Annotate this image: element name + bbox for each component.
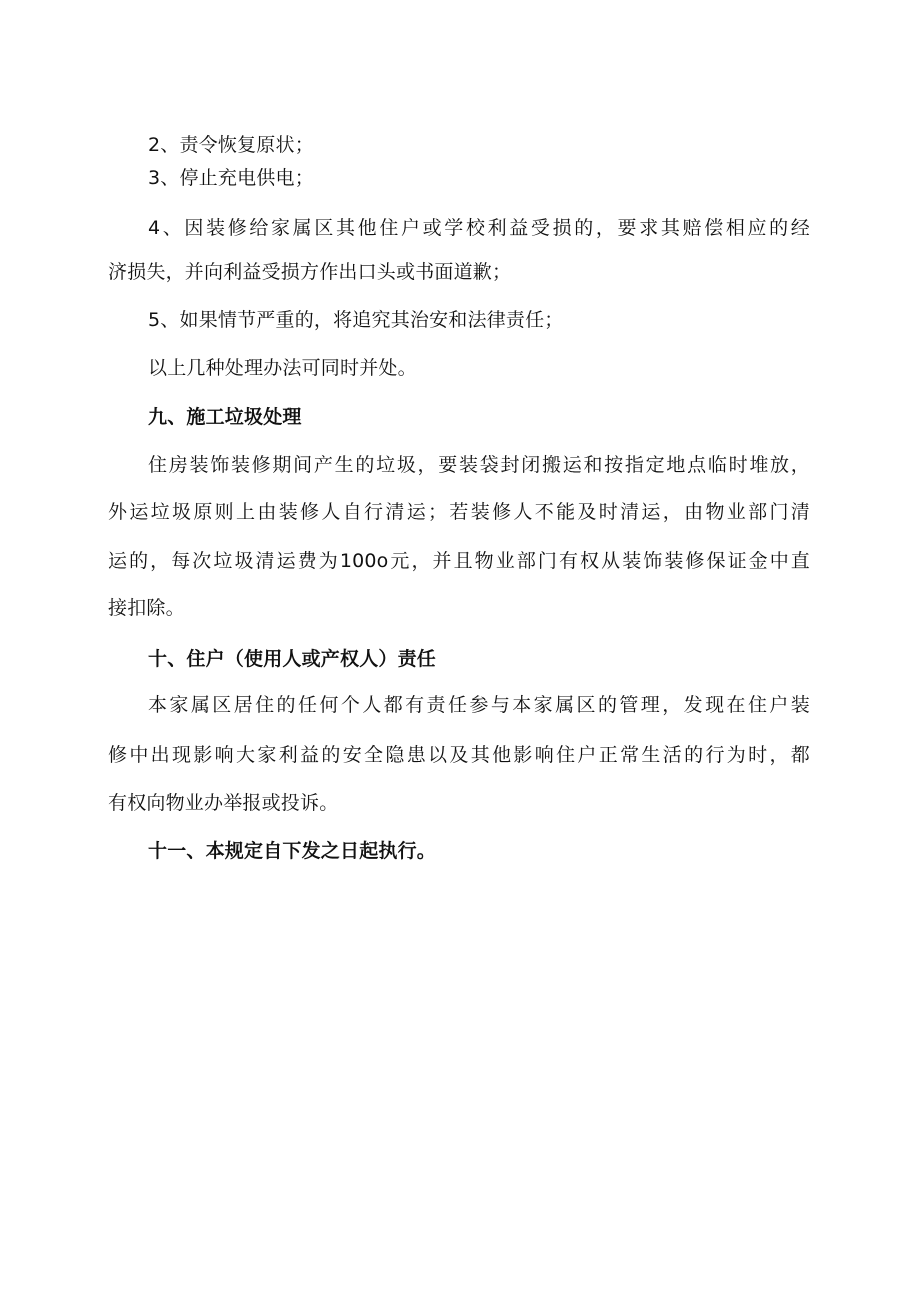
section-10-paragraph-line-2: 修中出现影响大家利益的安全隐患以及其他影响住户正常生活的行为时，都: [108, 744, 810, 766]
list-item-4-line-1: 4、因装修给家属区其他住户或学校利益受损的，要求其赔偿相应的经: [148, 217, 810, 239]
section-heading-9: 九、施工垃圾处理: [148, 406, 302, 428]
list-item-5: 5、如果情节严重的，将追究其治安和法律责任；: [148, 309, 564, 331]
summary-paragraph: 以上几种处理办法可同时并处。: [148, 357, 417, 379]
list-item-4-line-2: 济损失，并向利益受损方作出口头或书面道歉；: [108, 261, 512, 283]
section-9-paragraph-line-3: 运的，每次垃圾清运费为100o元，并且物业部门有权从装饰装修保证金中直: [108, 550, 810, 572]
list-item-2: 2、责令恢复原状；: [148, 134, 314, 156]
section-9-paragraph-line-2: 外运垃圾原则上由装修人自行清运；若装修人不能及时清运，由物业部门清: [108, 501, 810, 523]
section-10-paragraph-line-1: 本家属区居住的任何个人都有责任参与本家属区的管理，发现在住户装: [148, 694, 810, 716]
section-heading-11: 十一、本规定自下发之日起执行。: [148, 840, 437, 862]
list-item-3: 3、停止充电供电；: [148, 167, 314, 189]
section-9-paragraph-line-1: 住房装饰装修期间产生的垃圾，要装袋封闭搬运和按指定地点临时堆放，: [148, 454, 810, 476]
section-heading-10: 十、住户（使用人或产权人）责任: [148, 648, 437, 670]
section-9-paragraph-line-4: 接扣除。: [108, 597, 185, 619]
section-10-paragraph-line-3: 有权向物业办举报或投诉。: [108, 792, 339, 814]
